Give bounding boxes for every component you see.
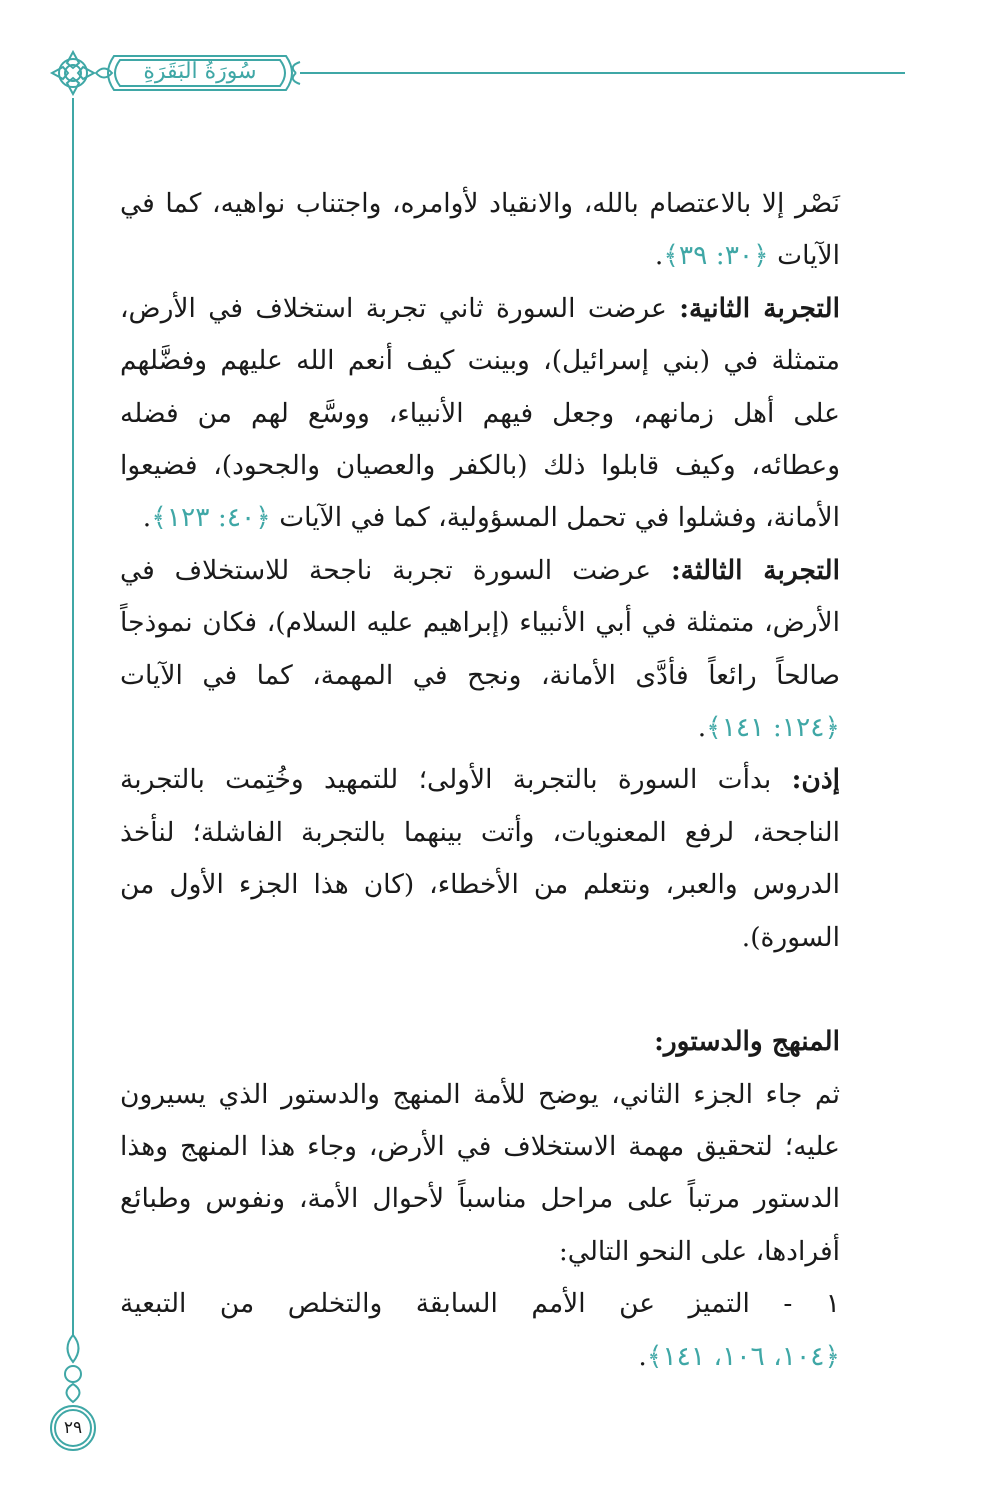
list-item-tail: . [638,1340,647,1372]
paragraph-text: نَصْر إلا بالاعتصام بالله، والانقياد لأوامره، واجتناب نواهيه، كما في الآيات [120,188,840,272]
paragraph-text: بدأت السورة بالتجربة الأولى؛ للتمهيد وخُتِمت بالتجربة الناجحة، لرفع المعنويات، وأتت بينهما بالتجربة الفاشلة؛ لنأخذ الدروس والعبر، ونتعلم من الأخطاء، (كان هذا الجزء الأول من السورة). [120,764,840,953]
paragraph-second-experience [120,283,840,545]
paragraph-tail: . [697,712,707,744]
section-body: ثم جاء الجزء الثاني، يوضح للأمة المنهج والدستور الذي يسيرون عليه؛ لتحقيق مهمة الاستخلاف في الأرض، وجاء هذا المنهج وهذا الدستور مرتباً على مراحل مناسباً لأحوال الأمة، ونفوس وطبائع أفرادها، على النحو التالي: [120,1078,840,1267]
paragraph-text: عرضت السورة تجربة ناجحة للاستخلاف في الأرض، متمثلة في أبي الأنبياء (إبراهيم عليه السلام)، فكان نموذجاً صالحاً رائعاً فأدَّى الأمانة، ونجح في المهمة، كما في الآيات [120,554,840,691]
paragraph-1 [120,178,840,283]
paragraph-tail: . [654,240,664,272]
paragraph-conclusion [120,754,840,964]
paragraph-label: التجربة الثالثة: [670,554,840,586]
verse-reference: ﴿٣٠: ٣٩﴾ [663,240,769,272]
verse-reference: ﴿١٢٤: ١٤١﴾ [706,712,840,744]
paragraph-label: التجربة الثانية: [679,292,840,324]
section-heading: المنهج والدستور: [654,1026,840,1058]
paragraph-label: إذن: [791,764,840,796]
running-header-surah-title: سُورَةُ البَقَرَةِ [143,59,257,84]
paragraph-text: عرضت السورة ثاني تجربة استخلاف في الأرض، متمثلة في (بني إسرائيل)، وبينت كيف أنعم الله عليهم وفضَّلهم على أهل زمانهم، وجعل فيهم الأنبياء، ووسَّع لهم من فضله وعطائه، وكيف قابلوا ذلك (بالكفر والعصيان والجحود)، فضيعوا الأمانة، وفشلوا في تحمل المسؤولية، كما في الآيات [120,292,840,534]
paragraph-tail: . [142,502,152,534]
section-spacer [120,964,840,1016]
verse-reference: ﴿١٠٤، ١٠٦، ١٤١﴾ [646,1340,840,1372]
verse-reference: ﴿٤٠: ١٢٣﴾ [151,502,271,534]
list-item [120,1278,840,1383]
page-number: ٢٩ [63,1418,83,1438]
main-text [120,178,840,1383]
list-item-text: ١ - التميز عن الأمم السابقة والتخلص من التبعية [120,1288,840,1320]
paragraph-third-experience [120,545,840,755]
